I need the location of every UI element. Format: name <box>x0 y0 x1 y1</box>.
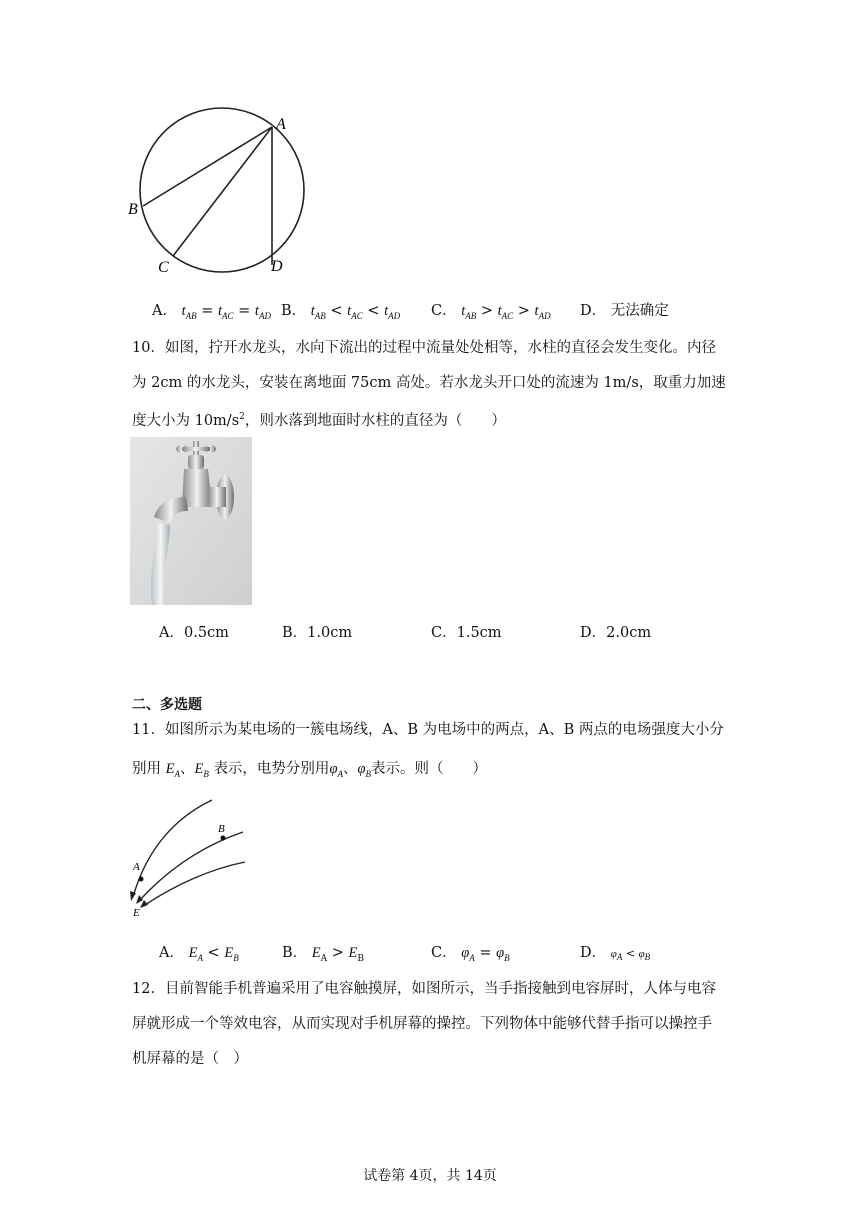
point-a <box>139 877 144 882</box>
q9-option-b[interactable] <box>281 299 400 322</box>
q11-line-2b: 表示，电势分别用 <box>213 761 330 777</box>
option-letter: D． <box>580 945 607 961</box>
faucet-image <box>130 437 252 605</box>
q10-line-1: 10．如图，拧开水龙头，水向下流出的过程中流量处处相等，水柱的直径会发生变化。内径 <box>132 340 716 356</box>
option-letter: A． <box>152 303 177 319</box>
option-text: 1.0cm <box>307 625 353 641</box>
point-b <box>221 836 226 841</box>
option-text: 无法确定 <box>610 303 669 319</box>
label-e: E <box>133 907 140 919</box>
option-text: 2.0cm <box>606 625 652 641</box>
label-b: B <box>218 823 225 835</box>
option-letter: B． <box>281 303 307 319</box>
option-letter: A． <box>159 945 184 961</box>
option-letter: A． <box>159 625 184 641</box>
q10-line-3-sup: 2 <box>239 412 245 422</box>
q11-line-2 <box>132 760 487 784</box>
label-d: D <box>271 258 283 275</box>
option-letter: C． <box>431 625 457 641</box>
q9-option-d[interactable] <box>580 299 669 320</box>
field-lines-figure <box>125 795 255 925</box>
option-letter: C． <box>431 303 457 319</box>
q11-line-2a: 别用 <box>132 761 161 777</box>
option-letter: C． <box>431 945 457 961</box>
q12-line-3: 机屏幕的是（ ） <box>132 1051 248 1067</box>
q11-line-2c: 表示。则（ ） <box>371 761 487 777</box>
arrowhead-2 <box>136 895 143 904</box>
option-expr: $t_{AB} = t_{AC} = t_{AD}$ <box>181 303 271 321</box>
label-b: B <box>128 201 138 218</box>
q11-option-c[interactable] <box>431 941 510 964</box>
q11-option-d[interactable] <box>580 941 650 963</box>
q11-line-1: 11．如图所示为某电场的一簇电场线，A、B 为电场中的两点，A、B 两点的电场强度大小分 <box>132 722 724 738</box>
option-text: 0.5cm <box>183 625 229 641</box>
q10-line-3 <box>132 408 506 430</box>
q11-option-a[interactable] <box>159 941 239 964</box>
q10-line-3b: ，则水落到地面时水柱的直径为（ ） <box>244 412 506 429</box>
option-expr: $t_{AB} > t_{AC} > t_{AD}$ <box>461 303 551 321</box>
field-line-3 <box>145 862 245 905</box>
q10-option-a[interactable] <box>159 621 229 642</box>
label-a: A <box>133 861 140 873</box>
q12-line-1: 12．目前智能手机普遍采用了电容触摸屏，如图所示，当手指接触到电容屏时，人体与电容 <box>132 981 716 997</box>
option-expr: $t_{AB} < t_{AC} < t_{AD}$ <box>310 303 401 321</box>
q9-option-a[interactable] <box>152 299 271 322</box>
q11-option-b[interactable] <box>282 941 364 964</box>
option-expr: $\varphi_A < \varphi_B$ <box>610 947 651 963</box>
option-letter: D． <box>580 625 607 641</box>
label-a: A <box>276 116 286 133</box>
circle-chord-figure <box>120 105 320 285</box>
q11-e-symbols: $E_A$、$E_B$ <box>165 761 209 779</box>
q12-line-2: 屏就形成一个等效电容，从而实现对手机屏幕的操控。下列物体中能够代替手指可以操控手 <box>132 1016 712 1032</box>
label-c: C <box>158 259 169 276</box>
option-text: 1.5cm <box>456 625 502 641</box>
q10-option-c[interactable] <box>431 621 502 642</box>
field-line-1 <box>133 800 212 897</box>
page-footer: 试卷第 4页，共 14页 <box>363 1168 497 1184</box>
arrowhead-3 <box>140 900 148 908</box>
option-letter: B． <box>282 625 308 641</box>
option-letter: D． <box>580 303 607 319</box>
q11-phi-symbols: $\varphi_A$、$\varphi_B$ <box>329 761 371 779</box>
section-heading: 二、多选题 <box>132 697 202 713</box>
q10-option-d[interactable] <box>580 621 651 642</box>
option-letter: B． <box>282 945 308 961</box>
option-expr: $E_A < E_B$ <box>188 945 239 963</box>
q10-line-3a: 度大小为 10m/s <box>132 412 240 429</box>
q10-line-2: 为 2cm 的水龙头，安装在离地面 75cm 高处。若水龙头开口处的流速为 1m/s，取重力加速 <box>132 375 726 391</box>
q9-option-c[interactable] <box>431 299 551 322</box>
option-expr: $\varphi_A = \varphi_B$ <box>461 945 510 963</box>
chord-ac <box>173 127 272 256</box>
option-expr: $E_A > E_B$ <box>311 945 364 964</box>
q10-option-b[interactable] <box>282 621 352 642</box>
arrowhead-1 <box>130 891 136 901</box>
chord-ab <box>143 127 272 206</box>
